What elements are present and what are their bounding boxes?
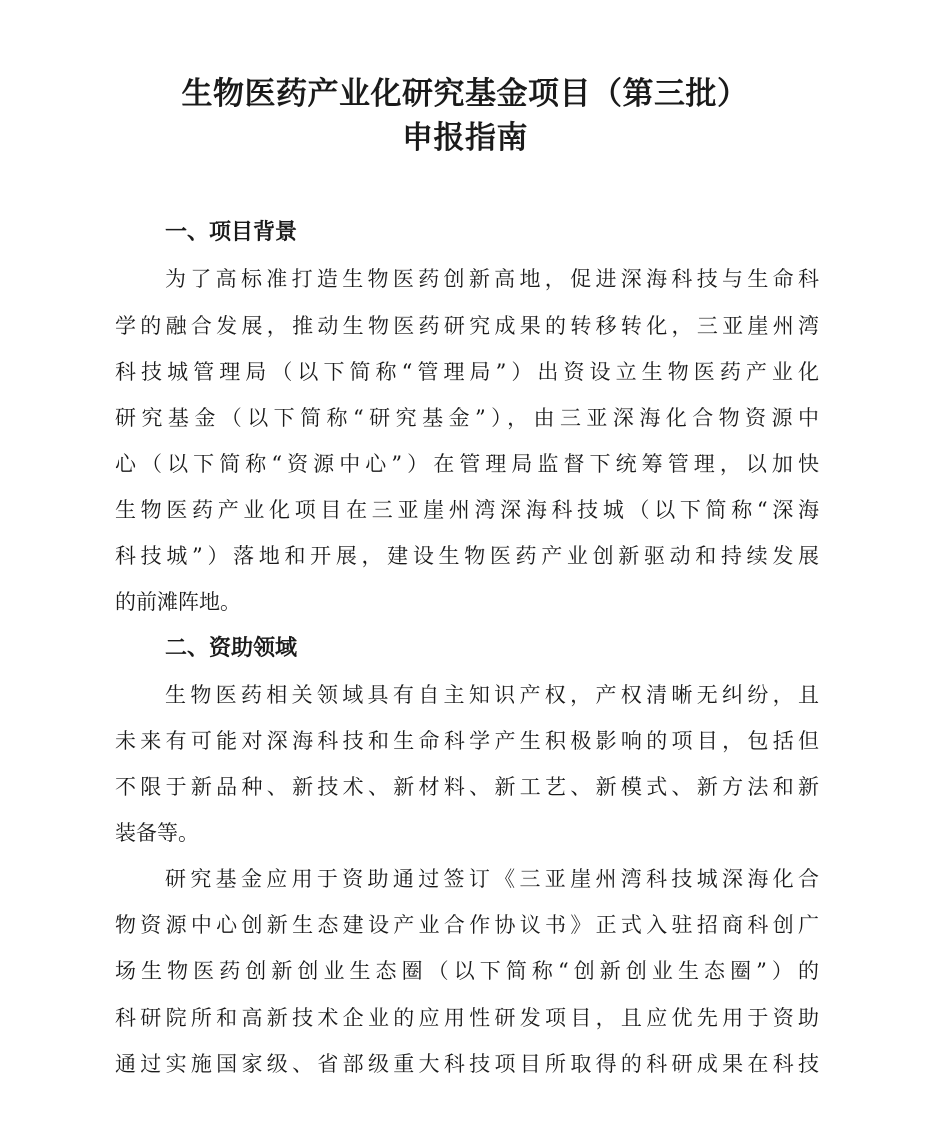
paragraph-line: 学的融合发展，推动生物医药研究成果的转移转化，三亚崖州湾 <box>115 314 819 338</box>
paragraph-line: 的前滩阵地。 <box>115 590 241 614</box>
section-heading-background: 一、项目背景 <box>165 220 298 245</box>
document-subtitle: 申报指南 <box>402 120 528 156</box>
paragraph-line: 生物医药相关领域具有自主知识产权，产权清晰无纠纷，且 <box>165 683 819 707</box>
paragraph-line: 装备等。 <box>115 821 199 845</box>
paragraph-line: 物资源中心创新生态建设产业合作协议书》正式入驻招商科创广 <box>115 913 819 937</box>
paragraph-line: 研究基金（以下简称“研究基金”），由三亚深海化合物资源中 <box>115 406 819 430</box>
section-heading-funding-areas: 二、资助领域 <box>165 636 298 661</box>
paragraph-line: 通过实施国家级、省部级重大科技项目所取得的科研成果在科技 <box>115 1052 819 1076</box>
document-title: 生物医药产业化研究基金项目（第三批） <box>181 76 749 112</box>
paragraph-line: 研究基金应用于资助通过签订《三亚崖州湾科技城深海化合 <box>165 867 819 891</box>
paragraph-line: 场生物医药创新创业生态圈（以下简称“创新创业生态圈”）的 <box>115 959 819 983</box>
paragraph-line: 科技城管理局（以下简称“管理局”）出资设立生物医药产业化 <box>115 360 819 384</box>
paragraph-line: 科技城”）落地和开展，建设生物医药产业创新驱动和持续发展 <box>115 544 819 568</box>
paragraph-line: 生物医药产业化项目在三亚崖州湾深海科技城（以下简称“深海 <box>115 498 819 522</box>
paragraph-line: 科研院所和高新技术企业的应用性研发项目，且应优先用于资助 <box>115 1006 819 1030</box>
paragraph-line: 心（以下简称“资源中心”）在管理局监督下统筹管理，以加快 <box>115 452 819 476</box>
paragraph-line: 不限于新品种、新技术、新材料、新工艺、新模式、新方法和新 <box>115 775 819 799</box>
paragraph-line: 为了高标准打造生物医药创新高地，促进深海科技与生命科 <box>165 267 819 291</box>
paragraph-line: 未来有可能对深海科技和生命科学产生积极影响的项目，包括但 <box>115 729 819 753</box>
